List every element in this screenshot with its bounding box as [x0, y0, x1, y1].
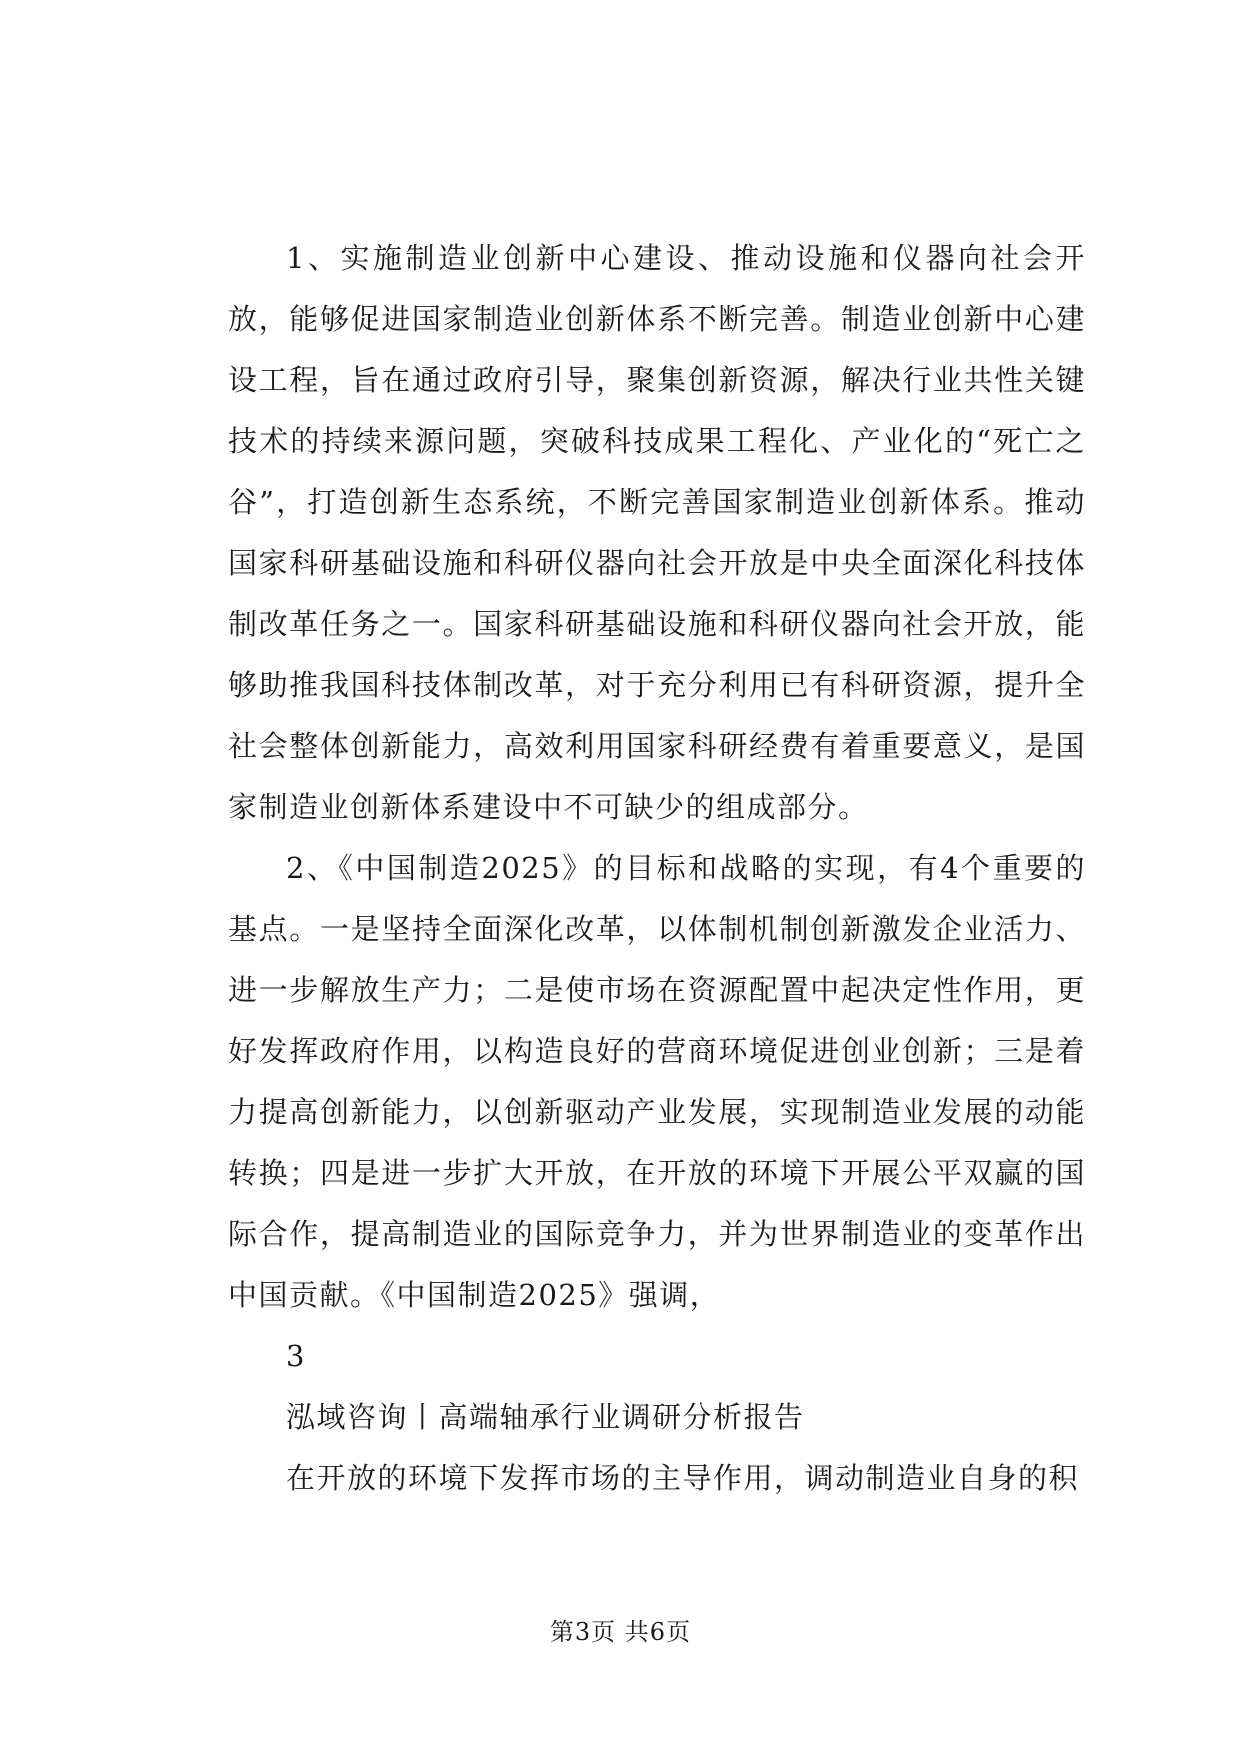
inline-page-number: 3: [286, 1339, 306, 1373]
paragraph-1: 1、实施制造业创新中心建设、推动设施和仪器向社会开放，能够促进国家制造业创新体系不断完善。制造业创新中心建设工程，旨在通过政府引导，聚集创新资源，解决行业共性关键技术的持续来源问题，突破科技成果工程化、产业化的“死亡之谷”，打造创新生态系统，不断完善国家制造业创新体系。推动国家科研基础设施和科研仪器向社会开放是中央全面深化科技体制改革任务之一。国家科研基础设施和科研仪器向社会开放，能够助推我国科技体制改革，对于充分利用已有科研资源，提升全社会整体创新能力，高效利用国家科研经费有着重要意义，是国家制造业创新体系建设中不可缺少的组成部分。: [228, 241, 1086, 824]
paragraph-2: 2、《中国制造2025》的目标和战略的实现，有4个重要的基点。一是坚持全面深化改革，以体制机制创新激发企业活力、进一步解放生产力；二是使市场在资源配置中起决定性作用，更好发挥政府作用，以构造良好的营商环境促进创业创新；三是着力提高创新能力，以创新驱动产业发展，实现制造业发展的动能转换；四是进一步扩大开放，在开放的环境下开展公平双赢的国际合作，提高制造业的国际竞争力，并为世界制造业的变革作出中国贡献。《中国制造2025》强调，: [228, 851, 1086, 1312]
document-source-header: 泓域咨询丨高端轴承行业调研分析报告: [286, 1400, 805, 1434]
page-footer: 第3页 共6页: [549, 1618, 692, 1646]
continuation-text: 在开放的环境下发挥市场的主导作用，调动制造业自身的积: [286, 1461, 1080, 1495]
document-body: [228, 228, 1086, 1509]
